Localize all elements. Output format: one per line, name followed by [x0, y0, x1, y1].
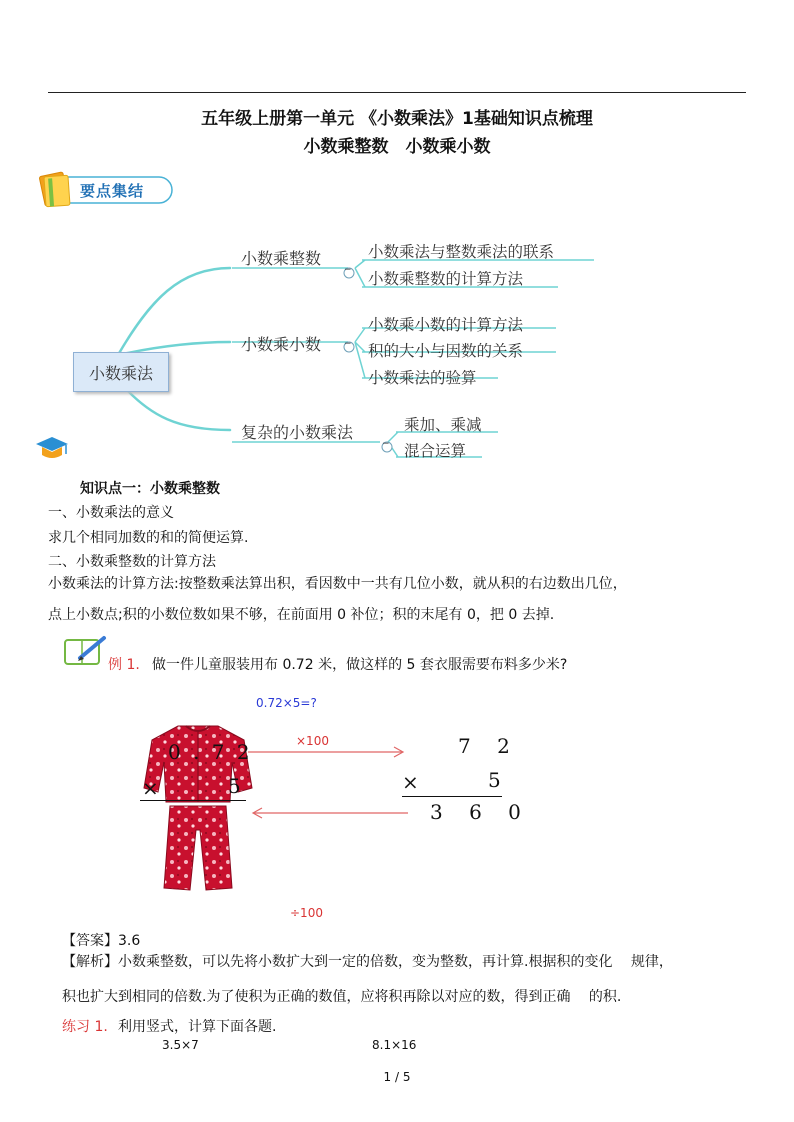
- mindmap-leaf: 小数乘法与整数乘法的联系: [368, 243, 555, 261]
- analysis-line1: 小数乘整数，可以先将小数扩大到一定的倍数，变为整数，再计算.根据积的变化 规律，: [118, 954, 673, 970]
- answer-label: 【答案】: [62, 933, 118, 949]
- right-calc-factor2: 5: [488, 768, 501, 792]
- mindmap-leaf: 积的大小与因数的关系: [368, 342, 524, 360]
- subheading-meaning: 一、小数乘法的意义: [48, 505, 174, 521]
- analysis-label: 【解析】: [62, 954, 118, 970]
- answer-value: 3.6: [118, 933, 141, 949]
- page-title: 五年级上册第一单元 《小数乘法》1基础知识点梳理: [201, 109, 593, 129]
- collapse-toggle-3[interactable]: −: [382, 439, 390, 449]
- page-subtitle: 小数乘整数 小数乘小数: [303, 137, 491, 157]
- mindmap-branch-2: 小数乘小数: [241, 335, 322, 354]
- right-calc-sign: ×: [402, 770, 419, 794]
- mindmap-leaf: 小数乘整数的计算方法: [368, 270, 524, 288]
- page-number: 1 / 5: [383, 1070, 411, 1084]
- arrow-top-label: ×100: [296, 734, 329, 748]
- left-calc-sign: ×: [142, 776, 159, 800]
- meaning-text: 求几个相同加数的和的简便运算.: [48, 530, 249, 546]
- collapse-toggle-1[interactable]: −: [344, 265, 352, 275]
- right-calc-factor1: 7 2: [458, 734, 520, 758]
- subheading-method: 二、小数乘整数的计算方法: [48, 554, 216, 570]
- left-calc-factor2: 5: [228, 774, 241, 798]
- arrow-bottom-label: ÷100: [290, 906, 323, 920]
- analysis-line2: 积也扩大到相同的倍数.为了使积为正确的数值，应将积再除以对应的数，得到正确 的积.: [62, 989, 622, 1005]
- mindmap-leaf: 混合运算: [404, 442, 467, 460]
- book-icon: [36, 168, 74, 210]
- method-text-line2: 点上小数点;积的小数位数如果不够，在前面用 0 补位；积的末尾有 0，把 0 去掉.: [48, 607, 555, 623]
- key-points-badge: [36, 168, 176, 212]
- mindmap-leaf: 小数乘法的验算: [368, 369, 477, 387]
- graduation-cap-icon: [34, 434, 70, 464]
- analysis-row: [62, 951, 673, 971]
- mindmap-root-label: 小数乘法: [88, 363, 153, 383]
- left-calc-factor1: 0 . 7 2: [168, 740, 253, 764]
- right-calc-rule: [402, 796, 502, 797]
- arrow-left-icon: [250, 806, 410, 820]
- practice-problem-2: 8.1×16: [372, 1038, 417, 1052]
- mindmap-leaf: 乘加、乘减: [404, 416, 482, 434]
- mindmap-branch-3: 复杂的小数乘法: [241, 423, 354, 442]
- example-expression: 0.72×5=?: [256, 696, 317, 710]
- method-text-line1: 小数乘法的计算方法:按整数乘法算出积，看因数中一共有几位小数，就从积的右边数出几位，: [48, 576, 627, 592]
- collapse-toggle-2[interactable]: −: [344, 339, 352, 349]
- practice-label: 练习 1.: [62, 1019, 108, 1035]
- mindmap-root: [73, 352, 169, 392]
- notebook-pencil-icon: [62, 634, 108, 668]
- left-calc-rule: [140, 800, 246, 801]
- section-heading: 知识点一：小数乘整数: [80, 481, 220, 497]
- example-question: 做一件儿童服装用布 0.72 米，做这样的 5 套衣服需要布料多少米?: [152, 657, 568, 673]
- practice-problem-1: 3.5×7: [162, 1038, 199, 1052]
- top-rule: [48, 92, 746, 93]
- badge-label: 要点集结: [80, 182, 145, 200]
- example-label: 例 1.: [108, 657, 140, 673]
- mindmap-leaf: 小数乘小数的计算方法: [368, 316, 524, 334]
- practice-instruction: 利用竖式，计算下面各题.: [118, 1019, 277, 1035]
- answer-row: [62, 930, 140, 950]
- right-calc-result: 3 6 0: [430, 800, 531, 824]
- mindmap-branch-1: 小数乘整数: [241, 249, 322, 268]
